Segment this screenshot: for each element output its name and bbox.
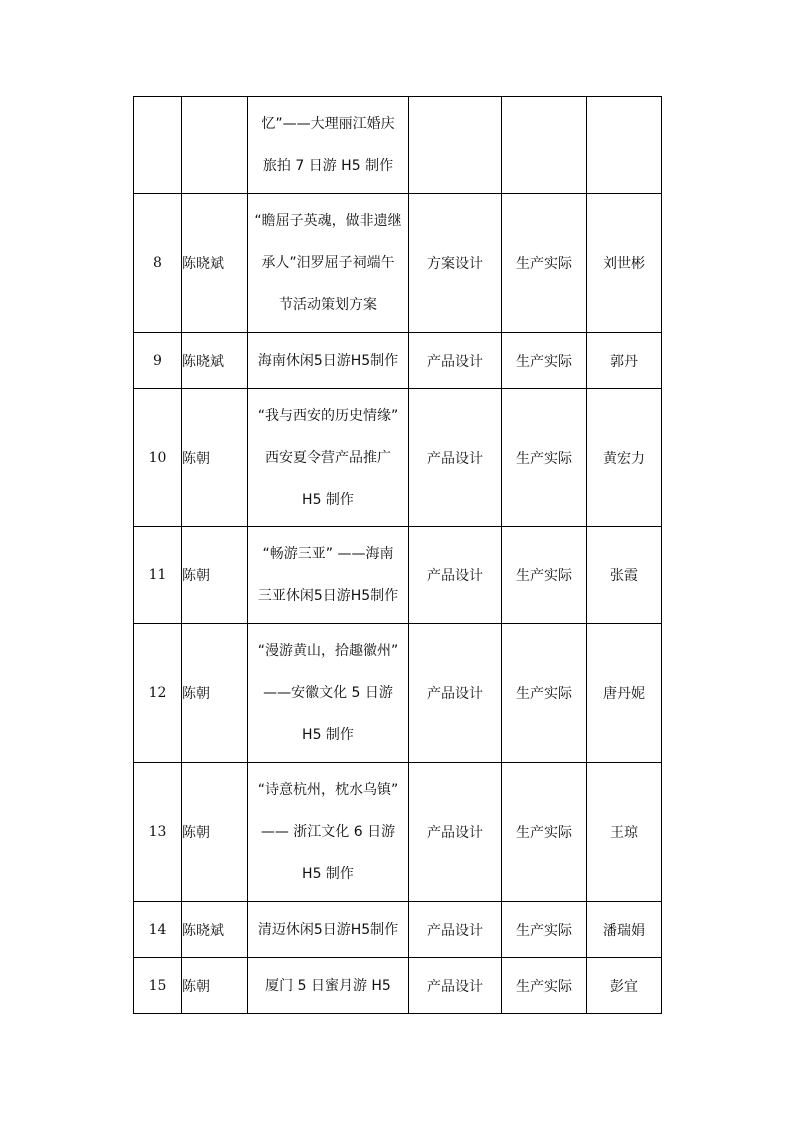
project-source: 生产实际 <box>516 568 572 584</box>
advisor-name: 陈晓斌 <box>182 922 224 939</box>
row-number-cell <box>134 97 182 194</box>
project-type: 产品设计 <box>427 922 483 939</box>
project-title-line: 承人”汨罗屈子祠端午 <box>261 255 395 271</box>
project-type: 产品设计 <box>427 825 483 841</box>
row-number: 8 <box>153 255 162 271</box>
project-title-line: “我与西安的历史情缘” <box>257 407 399 424</box>
project-title-cell <box>248 763 409 902</box>
student-name: 张霞 <box>610 568 638 584</box>
project-title-cell <box>248 97 409 194</box>
project-title-line: H5 制作 <box>302 491 354 508</box>
project-type-cell <box>409 527 502 624</box>
table-row <box>134 333 662 389</box>
project-title-cell <box>248 527 409 624</box>
project-type-cell <box>409 763 502 902</box>
table-row <box>134 958 662 1014</box>
project-type-cell <box>409 624 502 763</box>
student-name: 彭宜 <box>610 978 638 995</box>
project-source: 生产实际 <box>516 922 572 939</box>
advisor-name-cell <box>182 333 248 389</box>
student-name: 潘瑞娟 <box>603 922 645 939</box>
student-name-cell <box>587 902 662 958</box>
table-row <box>134 527 662 624</box>
project-title-line: 海南休闲5日游H5制作 <box>257 352 399 369</box>
project-title-line: ——安徽文化 5 日游 <box>263 685 393 701</box>
advisor-name-cell <box>182 97 248 194</box>
project-title-line: “漫游黄山，拾趣徽州” <box>257 643 399 659</box>
project-type: 产品设计 <box>427 353 483 370</box>
table-row <box>134 902 662 958</box>
project-source: 生产实际 <box>516 256 572 272</box>
project-title-line: 旅拍 7 日游 H5 制作 <box>262 158 394 174</box>
advisor-name: 陈晓斌 <box>182 256 224 272</box>
project-title-line: “诗意杭州，枕水乌镇” <box>257 782 399 798</box>
project-title-cell <box>248 958 409 1014</box>
row-number: 13 <box>148 824 167 840</box>
project-source-cell <box>502 902 587 958</box>
row-number: 12 <box>148 685 167 701</box>
project-title-line: 厦门 5 日蜜月游 H5 <box>265 977 391 994</box>
table-row <box>134 97 662 194</box>
project-type-cell <box>409 902 502 958</box>
row-number-cell <box>134 194 182 333</box>
project-source-cell <box>502 958 587 1014</box>
project-source: 生产实际 <box>516 978 572 995</box>
student-name-cell <box>587 624 662 763</box>
project-title-cell <box>248 333 409 389</box>
project-title-line: 西安夏令营产品推广 <box>265 449 391 466</box>
project-type: 方案设计 <box>427 256 483 272</box>
row-number: 9 <box>153 352 162 369</box>
student-name: 郭丹 <box>610 353 638 370</box>
advisor-name: 陈晓斌 <box>182 353 224 370</box>
project-source-cell <box>502 763 587 902</box>
student-name: 刘世彬 <box>603 256 645 272</box>
student-name-cell <box>587 389 662 527</box>
advisor-name-cell <box>182 624 248 763</box>
project-source: 生产实际 <box>516 450 572 467</box>
project-type-cell <box>409 194 502 333</box>
project-type: 产品设计 <box>427 568 483 584</box>
advisor-name-cell <box>182 194 248 333</box>
advisor-name-cell <box>182 958 248 1014</box>
project-type-cell <box>409 389 502 527</box>
project-type: 产品设计 <box>427 686 483 702</box>
project-source: 生产实际 <box>516 353 572 370</box>
row-number-cell <box>134 389 182 527</box>
table-row <box>134 389 662 527</box>
project-title-line: 三亚休闲5日游H5制作 <box>257 588 399 604</box>
project-table <box>133 96 662 1014</box>
row-number: 15 <box>148 977 167 994</box>
project-title-line: “瞻屈子英魂，做非遗继 <box>254 213 402 229</box>
advisor-name: 陈朝 <box>182 450 210 467</box>
project-title-line: 清迈休闲5日游H5制作 <box>257 921 399 938</box>
table-row <box>134 763 662 902</box>
project-source: 生产实际 <box>516 686 572 702</box>
row-number-cell <box>134 333 182 389</box>
student-name: 唐丹妮 <box>603 686 645 702</box>
project-source-cell <box>502 194 587 333</box>
project-source-cell <box>502 389 587 527</box>
advisor-name-cell <box>182 763 248 902</box>
project-title-cell <box>248 624 409 763</box>
project-source-cell <box>502 333 587 389</box>
student-name-cell <box>587 958 662 1014</box>
student-name: 王琼 <box>610 825 638 841</box>
student-name-cell <box>587 763 662 902</box>
advisor-name: 陈朝 <box>182 568 210 584</box>
project-title-cell <box>248 194 409 333</box>
project-type: 产品设计 <box>427 450 483 467</box>
student-name-cell <box>587 333 662 389</box>
row-number-cell <box>134 763 182 902</box>
row-number-cell <box>134 958 182 1014</box>
project-title-line: 忆”——大理丽江婚庆 <box>261 116 395 132</box>
project-title-line: H5 制作 <box>302 727 354 743</box>
row-number-cell <box>134 624 182 763</box>
row-number: 10 <box>148 449 167 466</box>
project-title-cell <box>248 902 409 958</box>
project-type-cell <box>409 333 502 389</box>
table-row <box>134 194 662 333</box>
project-source: 生产实际 <box>516 825 572 841</box>
student-name-cell <box>587 97 662 194</box>
row-number: 14 <box>148 921 167 938</box>
project-source-cell <box>502 624 587 763</box>
project-type-cell <box>409 958 502 1014</box>
student-name-cell <box>587 194 662 333</box>
table-row <box>134 624 662 763</box>
project-title-cell <box>248 389 409 527</box>
project-source-cell <box>502 527 587 624</box>
row-number: 11 <box>148 567 167 583</box>
student-name: 黄宏力 <box>603 450 645 467</box>
project-title-line: “畅游三亚” ——海南 <box>262 546 394 562</box>
advisor-name: 陈朝 <box>182 825 210 841</box>
advisor-name: 陈朝 <box>182 686 210 702</box>
advisor-name-cell <box>182 389 248 527</box>
advisor-name-cell <box>182 902 248 958</box>
advisor-name-cell <box>182 527 248 624</box>
project-title-line: 节活动策划方案 <box>279 297 377 313</box>
student-name-cell <box>587 527 662 624</box>
project-title-line: —— 浙江文化 6 日游 <box>260 824 396 840</box>
table-body <box>134 97 662 1014</box>
advisor-name: 陈朝 <box>182 978 210 995</box>
project-type-cell <box>409 97 502 194</box>
project-type: 产品设计 <box>427 978 483 995</box>
project-source-cell <box>502 97 587 194</box>
row-number-cell <box>134 902 182 958</box>
project-title-line: H5 制作 <box>302 866 354 882</box>
row-number-cell <box>134 527 182 624</box>
